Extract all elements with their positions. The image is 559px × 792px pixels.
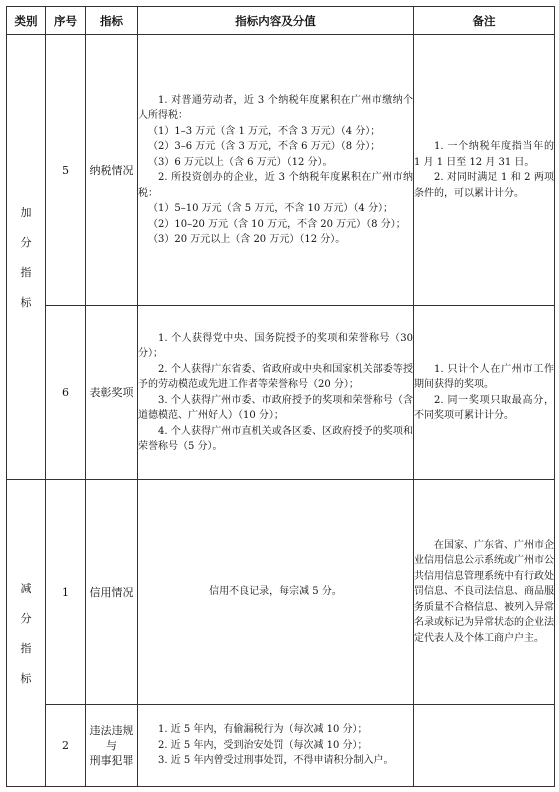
header-content: 指标内容及分值 bbox=[138, 7, 414, 35]
content-line: （3）20 万元以上（含 20 万元）（12 分）。 bbox=[148, 234, 346, 245]
header-remark: 备注 bbox=[414, 7, 555, 35]
row-remark bbox=[414, 306, 555, 480]
row-remark bbox=[414, 35, 555, 306]
content-line: （1）5–10 万元（含 5 万元，不含 10 万元）（4 分）； bbox=[148, 203, 393, 214]
content-line: （2）10–20 万元（含 10 万元，不含 20 万元）（8 分）； bbox=[148, 218, 406, 230]
indicator-line: 与 bbox=[106, 739, 117, 752]
row-seq: 6 bbox=[46, 306, 86, 480]
row-remark bbox=[414, 705, 555, 787]
indicator-line: 刑事犯罪 bbox=[89, 754, 134, 767]
header-indicator: 指标 bbox=[86, 7, 138, 35]
row-seq: 2 bbox=[46, 705, 86, 787]
header-seq: 序号 bbox=[46, 7, 86, 35]
row-indicator: 表彰奖项 bbox=[86, 306, 138, 480]
content-line: 1. 对普通劳动者，近 3 个纳税年度累积在广州市缴纳个人所得税： bbox=[138, 94, 413, 121]
row-content bbox=[138, 705, 414, 787]
content-line: 4. 个人获得广州市直机关或各区委、区政府授予的奖项和荣誉称号（5 分）。 bbox=[138, 425, 413, 452]
category-bonus bbox=[7, 35, 46, 480]
content-line: 1. 个人获得党中央、国务院授予的奖项和荣誉称号（30 分）； bbox=[138, 332, 413, 359]
category-penalty bbox=[7, 480, 46, 787]
row-indicator: 纳税情况 bbox=[86, 35, 138, 306]
category-char: 减 bbox=[20, 582, 32, 595]
category-char: 指 bbox=[20, 266, 32, 279]
category-char: 加 bbox=[20, 206, 32, 219]
content-line: 3. 个人获得广州市委、市政府授予的奖项和荣誉称号（含道德模范、广州好人）（10 分）； bbox=[138, 394, 413, 421]
content-line: 2. 个人获得广东省委、省政府或中央和国家机关部委等授予的劳动模范或先进工作者等荣誉称号（20 分）； bbox=[138, 363, 413, 390]
table-row bbox=[7, 480, 555, 705]
category-char: 分 bbox=[20, 236, 32, 249]
row-seq: 1 bbox=[46, 480, 86, 705]
remark-line: 在国家、广东省、广州市企业信用信息公示系统或广州市公共信用信息管理系统中有行政处罚信息、不良司法信息、商品服务质量不合格信息、被列入异常名录或标记为异常状态的企业法定代表人及个体工商户户主。 bbox=[414, 539, 554, 644]
points-table bbox=[6, 6, 555, 787]
indicator-line: 违法违规 bbox=[89, 724, 134, 737]
remark-line: 2. 同一奖项只取最高分，不同奖项可累计计分。 bbox=[414, 394, 554, 421]
category-char: 标 bbox=[20, 672, 32, 685]
content-line: （1）1–3 万元（含 1 万元，不含 3 万元）（4 分）； bbox=[148, 125, 381, 137]
table-row bbox=[7, 705, 555, 787]
row-remark bbox=[414, 480, 555, 705]
remark-line: 1. 只计个人在广州市工作期间获得的奖项。 bbox=[414, 363, 554, 390]
row-indicator: 信用情况 bbox=[86, 480, 138, 705]
content-line: 信用不良记录，每宗减 5 分。 bbox=[209, 586, 342, 598]
table-row bbox=[7, 35, 555, 306]
content-line: （3）6 万元以上（含 6 万元）（12 分）。 bbox=[148, 156, 333, 168]
category-char: 分 bbox=[20, 612, 32, 625]
content-line: 3. 近 5 年内曾受过刑事处罚，不得申请积分制入户。 bbox=[158, 755, 394, 767]
content-line: 2. 近 5 年内，受到治安处罚（每次减 10 分）； bbox=[158, 739, 368, 751]
header-category: 类别 bbox=[7, 7, 46, 35]
row-indicator bbox=[86, 705, 138, 787]
content-line: 1. 近 5 年内，有偷漏税行为（每次减 10 分）； bbox=[158, 724, 368, 736]
row-content bbox=[138, 306, 414, 480]
content-line: （2）3–6 万元（含 3 万元，不含 6 万元）（8 分）； bbox=[148, 141, 381, 152]
row-content bbox=[138, 480, 414, 705]
category-char: 标 bbox=[20, 296, 32, 309]
category-char: 指 bbox=[20, 642, 32, 655]
content-line: 2. 所投资创办的企业，近 3 个纳税年度累积在广州市纳税： bbox=[138, 172, 413, 199]
row-seq: 5 bbox=[46, 35, 86, 306]
table-row bbox=[7, 306, 555, 480]
header-row bbox=[7, 7, 555, 35]
row-content bbox=[138, 35, 414, 306]
remark-line: 2. 对同时满足 1 和 2 两项条件的，可以累计计分。 bbox=[414, 172, 554, 199]
remark-line: 1. 一个纳税年度指当年的 1 月 1 日至 12 月 31 日。 bbox=[414, 141, 554, 168]
